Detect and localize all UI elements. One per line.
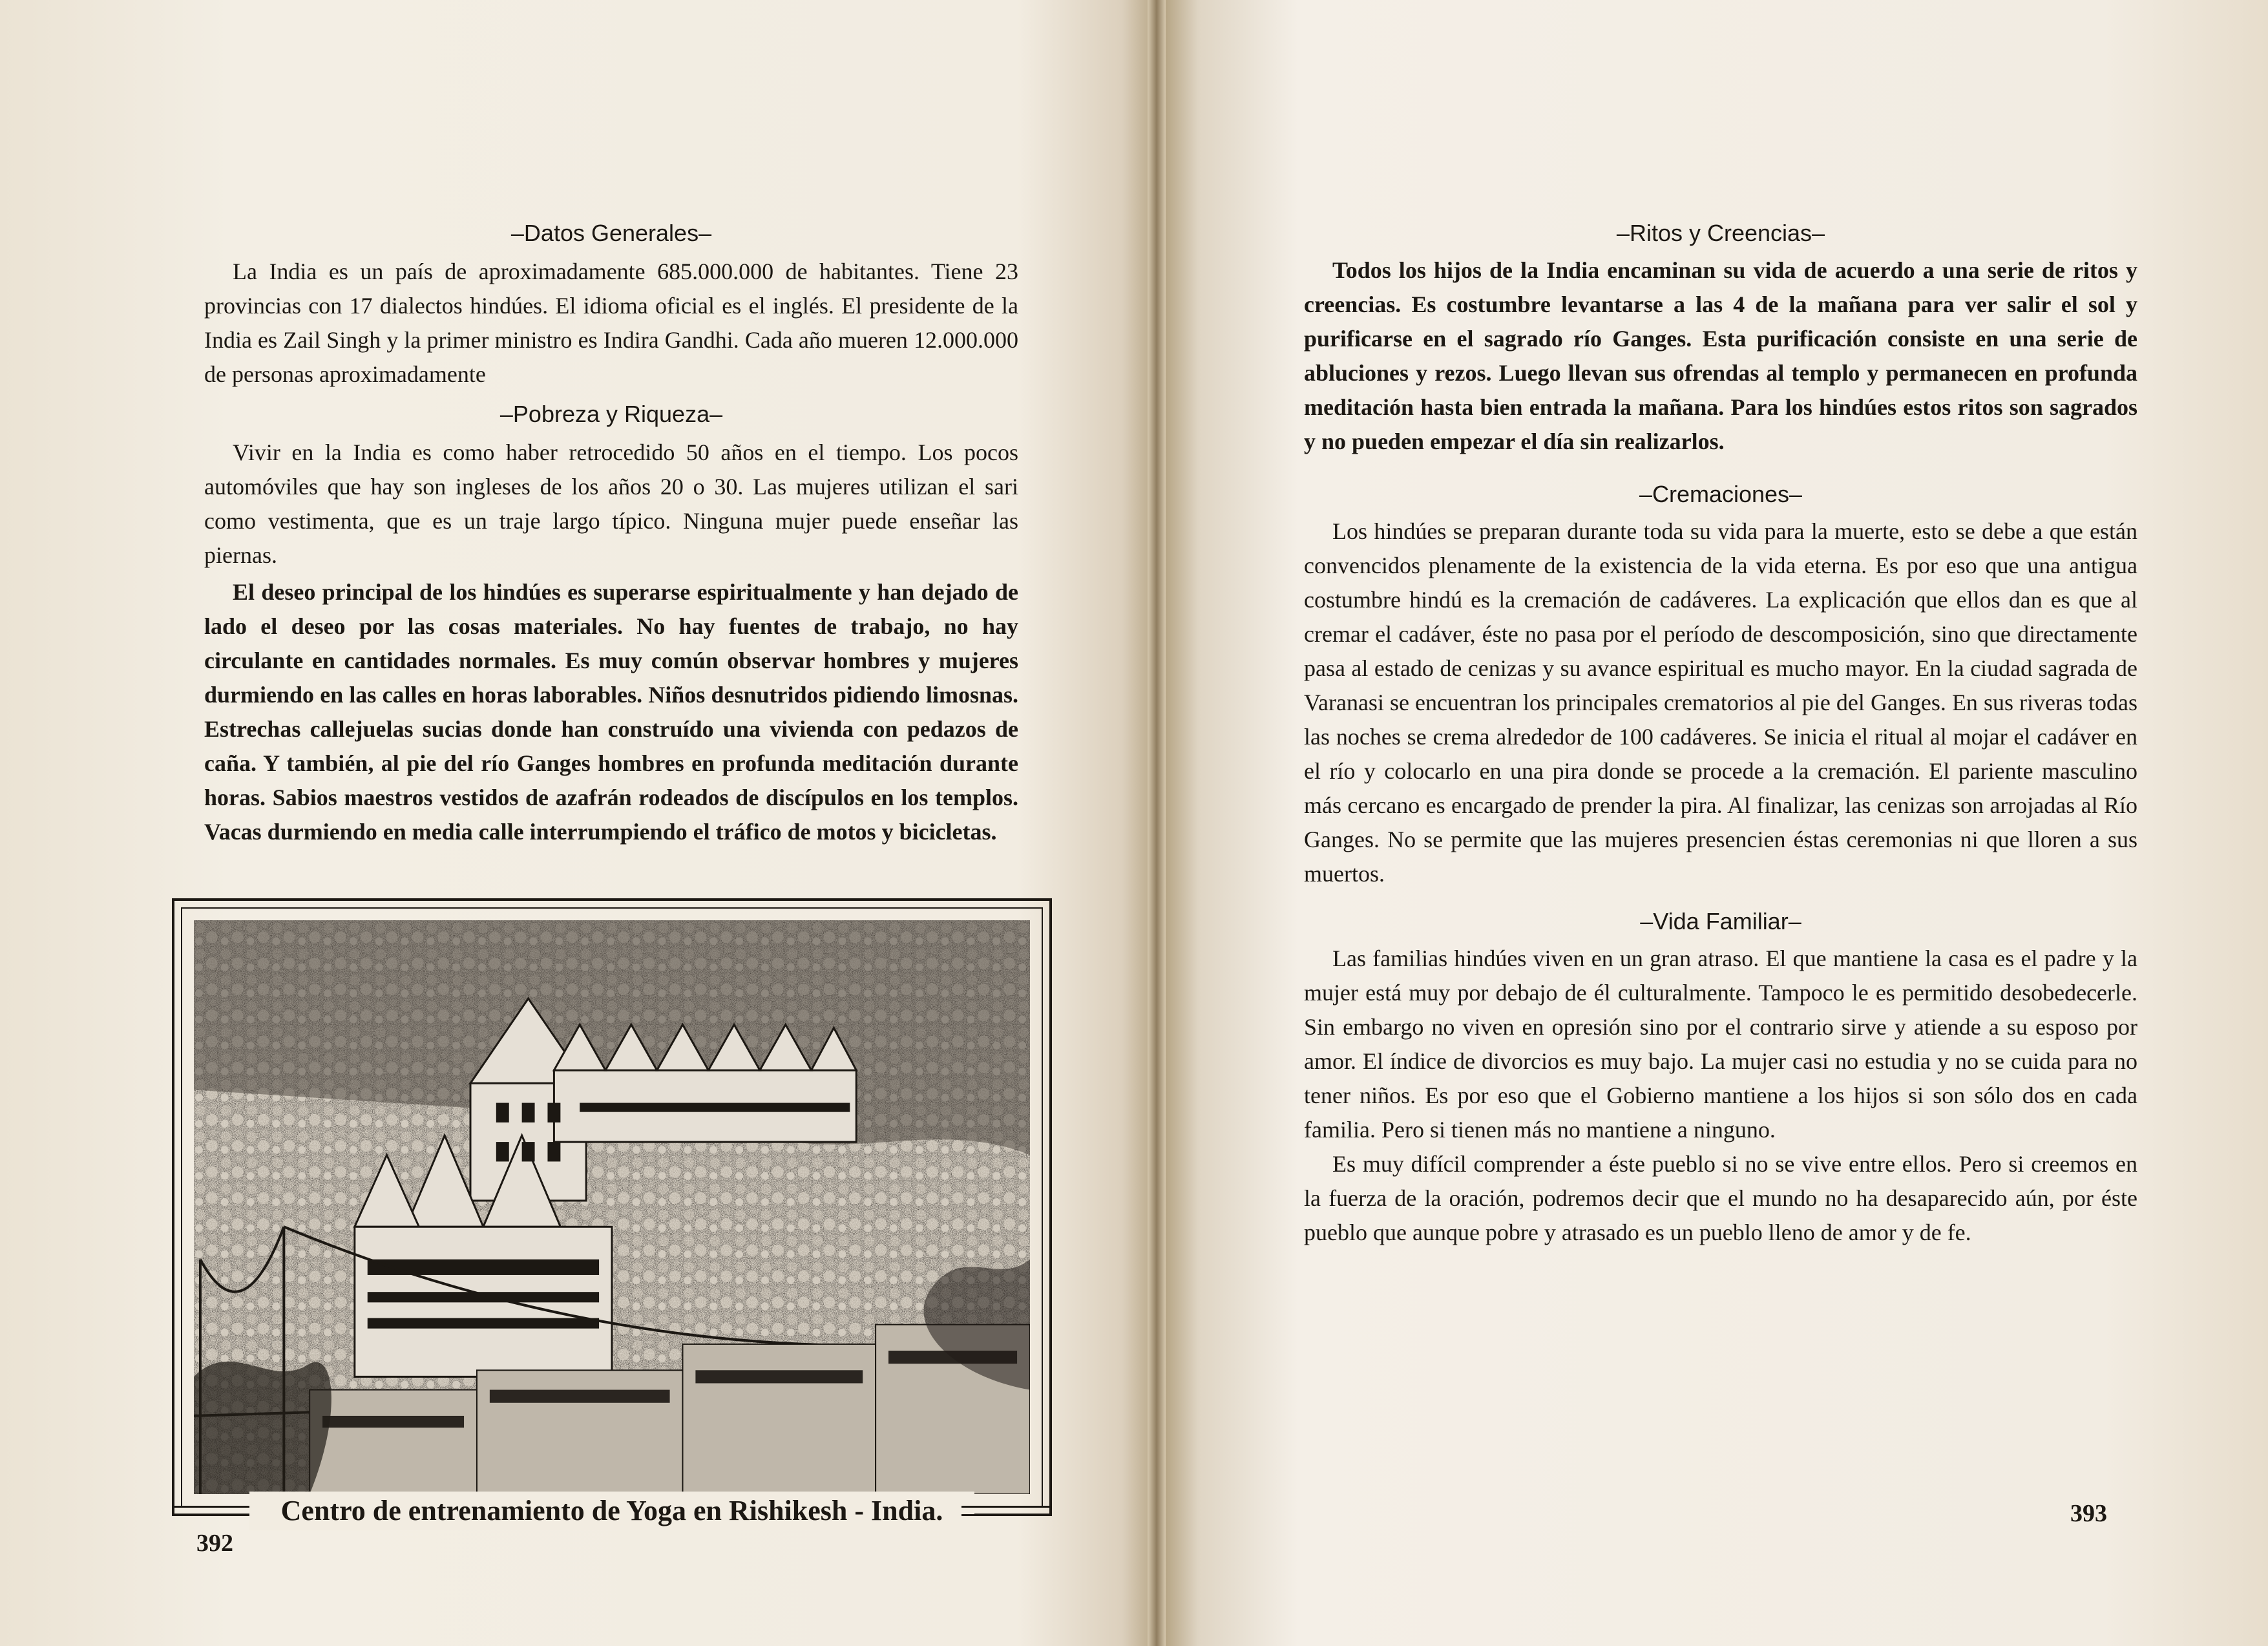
photo-caption: Centro de entrenamiento de Yoga en Rishikesh - India. <box>249 1492 974 1530</box>
paragraph-pobreza-2: El deseo principal de los hindúes es superarse espiritualmente y han dejado de lado el deseo por las cosas materiales. No hay fuentes de trabajo, no hay circulante en cantidades normales. Es muy común observar hombres y mujeres durmiendo en las calles en horas laborables. Niños desnutridos pidiendo limosnas. Estrechas callejuelas sucias donde han construído una vivienda con pedazos de caña. Y también, al pie del río Ganges hombres en profunda meditación durante horas. Sabios maestros vestidos de azafrán rodeados de discípulos en los templos. Vacas durmiendo en media calle interrumpiendo el tráfico de motos y bicicletas. <box>204 579 1018 845</box>
photo-frame <box>172 898 1052 1516</box>
paragraph-datos-generales: La India es un país de aproximadamente 685.000.000 de habitantes. Tiene 23 provincias con 17 dialectos hindúes. El idioma oficial es el inglés. El presidente de la India es Zail Singh y la primer ministro es Indira Gandhi. Cada año mueren 12.000.000 de personas aproximadamente <box>204 259 1018 387</box>
section-heading-datos-generales: –Datos Generales– <box>510 220 712 246</box>
yoga-center-photo <box>194 920 1030 1494</box>
section-heading-ritos-creencias: –Ritos y Creencias– <box>1616 220 1825 246</box>
paragraph-pobreza-1: Vivir en la India es como haber retrocedido 50 años en el tiempo. Los pocos automóviles que hay son ingleses de los años 20 o 30. Las mujeres utilizan el sari como vestimenta, que es un traje largo típico. Ninguna mujer puede enseñar las piernas. <box>204 439 1018 568</box>
paragraph-cremaciones: Los hindúes se preparan durante toda su vida para la muerte, esto se debe a que están convencidos plenamente de la existencia de la vida eterna. Es por eso que una antigua costumbre hindú es la cremación de cadáveres. La explicación que ellos dan es que al cremar el cadáver, éste no pasa por el período de descomposición, sino que directamente pasa al estado de cenizas y su avance espiritual es mucho mayor. En la ciudad sagrada de Varanasi se encuentran los principales crematorios al pie del Ganges. En sus riveras todas las noches se crema alrededor de 100 cadáveres. Se inicia el ritual al mojar el cadáver en el río y colocarlo en una pira donde se procede a la cremación. El pariente masculino más cercano es encargado de prender la pira. Al finalizar, las cenizas son arrojadas al Río Ganges. No se permite que las mujeres presencien éstas ceremonias ni que lloren a sus muertos. <box>1304 518 2137 887</box>
section-heading-cremaciones: –Cremaciones– <box>1639 481 1803 507</box>
section-heading-vida-familiar: –Vida Familiar– <box>1640 908 1801 934</box>
page-number-left: 392 <box>196 1530 233 1557</box>
photo-frame-inner <box>181 907 1043 1507</box>
page-number-right: 393 <box>2070 1500 2107 1527</box>
paragraph-vida-familiar-2: Es muy difícil comprender a éste pueblo si no se vive entre ellos. Pero si creemos en la fuerza de la oración, podremos decir que el mundo no ha desaparecido aún, por éste pueblo que aunque pobre y atrasado es un pueblo lleno de amor y de fe. <box>1304 1151 2137 1245</box>
caption-rule-right <box>961 1506 1052 1516</box>
paragraph-ritos-creencias: Todos los hijos de la India encaminan su vida de acuerdo a una serie de ritos y creencias. Es costumbre levantarse a las 4 de la mañana para ver salir el sol y purificarse en el sagrado río Ganges. Esta purificación consiste en una serie de abluciones y rezos. Luego llevan sus ofrendas al templo y permanecen en profunda meditación hasta bien entrada la mañana. Para los hindúes estos ritos son sagrados y no pueden empezar el día sin realizarlos. <box>1304 257 2137 454</box>
caption-rule-left <box>172 1506 262 1516</box>
photo-caption-row <box>172 1492 1052 1530</box>
paragraph-vida-familiar-1: Las familias hindúes viven en un gran atraso. El que mantiene la casa es el padre y la mujer está muy por debajo de él culturalmente. Tampoco le es permitido desobedecerle. Sin embargo no viven en opresión sino por el contrario sirve y atiende a su esposo por amor. El índice de divorcios es muy bajo. La mujer casi no estudia y no se cuida para no tener niños. Es por eso que el Gobierno mantiene a los hijos si son sólo dos en cada familia. Pero si tienen más no mantiene a ninguno. <box>1304 945 2137 1143</box>
left-page-text-column <box>204 217 1018 849</box>
right-page-text-column <box>1304 217 2137 1250</box>
section-heading-pobreza-riqueza: –Pobreza y Riqueza– <box>499 401 723 427</box>
book-gutter <box>1148 0 1166 1646</box>
